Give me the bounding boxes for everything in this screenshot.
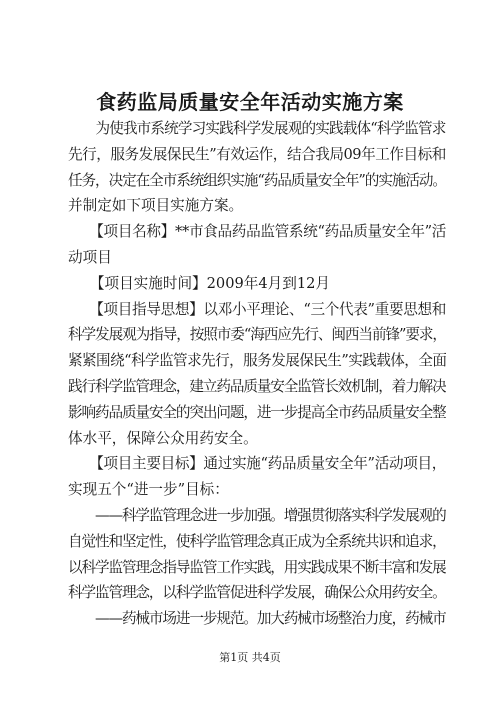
text-line: 【项目名称】**市食品药品监管系统“药品质量安全年”活: [68, 223, 446, 241]
text-line: 践行科学监管理念，建立药品质量安全监管长效机制，着力解决: [68, 377, 446, 395]
text-line: 【项目实施时间】2009年4月到12月: [68, 274, 331, 292]
text-line: 并制定如下项目实施方案。: [68, 197, 244, 215]
page-footer: 第1页 共4页: [219, 651, 281, 664]
text-line: 科学发展观为指导，按照市委“海西应先行、闽西当前锋”要求，: [68, 326, 446, 344]
document-title: 食药监局质量安全年活动实施方案: [96, 90, 404, 114]
text-line: 自觉性和坚定性，使科学监管理念真正成为全系统共识和追求，: [68, 532, 446, 550]
text-line: 科学监管理念，以科学监管促进科学发展，确保公众用药安全。: [68, 584, 446, 602]
text-line: 为使我市系统学习实践科学发展观的实践载体“科学监管求: [68, 120, 446, 137]
text-line: ——药械市场进一步规范。加大药械市场整治力度，药械市: [68, 610, 446, 628]
text-line: 以科学监管理念指导监管工作实践，用实践成果不断丰富和发展: [68, 558, 446, 576]
document-body: [68, 116, 446, 632]
text-line: 先行，服务发展保民生”有效运作，结合我局09年工作目标和: [68, 145, 446, 163]
text-line: 任务，决定在全市系统组织实施“药品质量安全年”的实施活动。: [68, 171, 446, 189]
text-line: 【项目指导思想】以邓小平理论、“三个代表”重要思想和: [68, 300, 446, 318]
text-line: 影响药品质量安全的突出问题，进一步提高全市药品质量安全整: [68, 403, 446, 421]
text-line: ——科学监管理念进一步加强。增强贯彻落实科学发展观的: [68, 506, 446, 524]
text-line: 动项目: [68, 248, 112, 266]
text-line: 【项目主要目标】通过实施“药品质量安全年”活动项目，: [68, 455, 446, 473]
text-line: 体水平，保障公众用药安全。: [68, 429, 258, 447]
text-line: 实现五个“进一步”目标：: [68, 481, 229, 499]
text-line: 紧紧围绕“科学监管求先行，服务发展保民生”实践载体，全面: [68, 352, 446, 370]
